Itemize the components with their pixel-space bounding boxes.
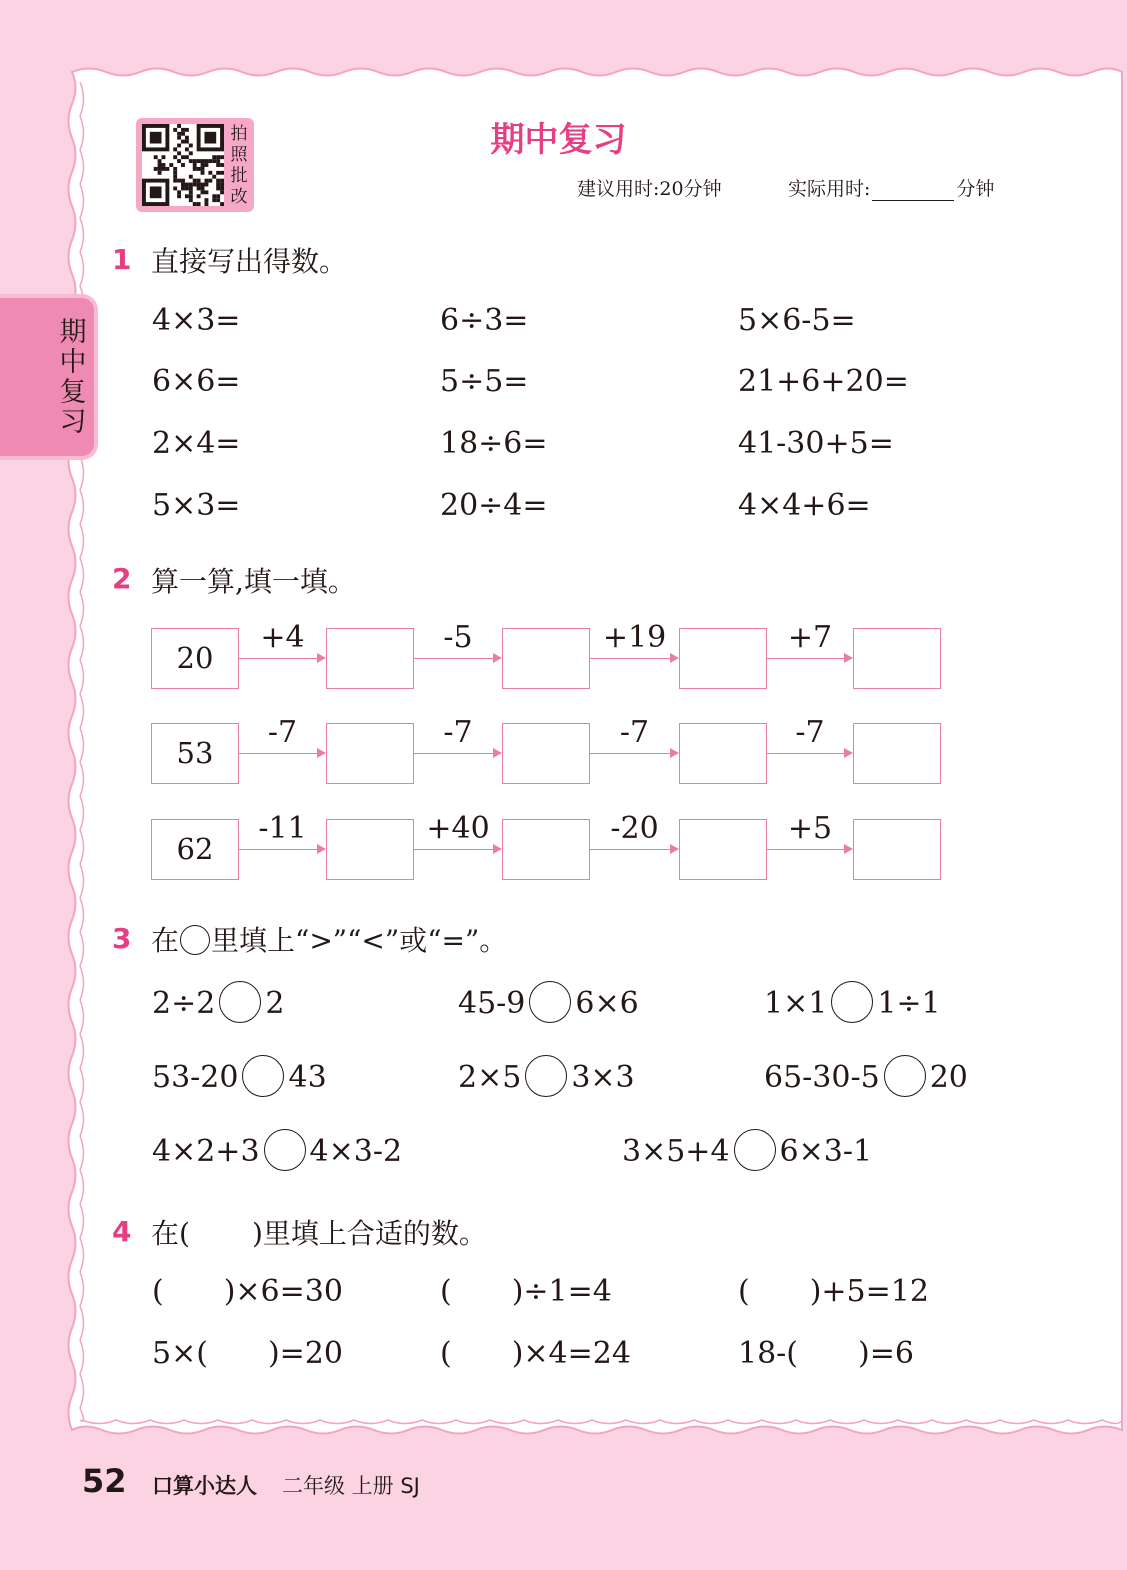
comparison-left: 2÷2 xyxy=(152,986,216,1021)
start-number: 62 xyxy=(176,832,214,866)
answer-box[interactable] xyxy=(853,819,941,880)
answer-box[interactable] xyxy=(853,723,941,784)
comparison-item xyxy=(152,1058,327,1100)
fill-problem xyxy=(440,1336,631,1371)
q1-problem: 4×3= xyxy=(152,303,241,338)
question-1-prompt: 直接写出得数。 xyxy=(151,245,348,278)
question-4-prompt xyxy=(151,1212,487,1252)
fill-problem-end: )×4=24 xyxy=(511,1336,631,1371)
arrow xyxy=(590,658,671,659)
comparison-item xyxy=(458,1058,635,1100)
comparison-circle[interactable] xyxy=(884,1055,926,1097)
comparison-left: 2×5 xyxy=(458,1060,522,1095)
comparison-item xyxy=(622,1132,872,1174)
comparison-left: 1×1 xyxy=(764,986,828,1021)
q1-problem: 18÷6= xyxy=(440,426,548,461)
circle-icon xyxy=(180,925,210,955)
fill-problem xyxy=(152,1336,343,1371)
answer-box[interactable] xyxy=(326,628,414,689)
q1-problem: 2×4= xyxy=(152,426,241,461)
question-2-prompt: 算一算,填一填。 xyxy=(151,565,356,598)
operation-label: +40 xyxy=(426,811,490,846)
comparison-circle[interactable] xyxy=(734,1129,776,1171)
comparison-item xyxy=(764,1058,968,1100)
fill-problem-start: ( xyxy=(738,1274,750,1309)
fill-problem-start: ( xyxy=(440,1274,452,1309)
answer-box[interactable] xyxy=(679,628,767,689)
fill-problem xyxy=(738,1274,929,1309)
question-4-prompt-end: )里填上合适的数。 xyxy=(251,1217,487,1250)
fill-problem-end: )÷1=4 xyxy=(511,1274,612,1309)
comparison-left: 65-30-5 xyxy=(764,1060,880,1095)
answer-box[interactable] xyxy=(679,819,767,880)
comparison-right: 20 xyxy=(929,1060,968,1095)
question-number-3: 3 xyxy=(112,922,132,955)
comparison-right: 43 xyxy=(288,1060,327,1095)
side-tab-label: 期中复习 xyxy=(59,317,87,438)
comparison-left: 45-9 xyxy=(458,986,526,1021)
start-number-box xyxy=(151,628,239,689)
comparison-right: 4×3-2 xyxy=(309,1134,403,1169)
fill-problem-start: 5×( xyxy=(152,1336,208,1371)
q1-problem: 4×4+6= xyxy=(738,488,871,523)
comparison-right: 1÷1 xyxy=(877,986,941,1021)
q1-problem: 41-30+5= xyxy=(738,426,894,461)
book-title: 口算小达人 xyxy=(152,1474,257,1498)
question-number-2: 2 xyxy=(112,562,132,595)
operation-label: -11 xyxy=(258,811,307,846)
grade-info: 二年级 上册 SJ xyxy=(282,1474,420,1498)
answer-box[interactable] xyxy=(502,819,590,880)
comparison-item xyxy=(152,984,284,1026)
operation-label: -7 xyxy=(267,715,298,750)
fill-problem-start: ( xyxy=(440,1336,452,1371)
comparison-circle[interactable] xyxy=(525,1055,567,1097)
answer-box[interactable] xyxy=(326,723,414,784)
actual-time-unit: 分钟 xyxy=(956,178,995,200)
answer-box[interactable] xyxy=(502,723,590,784)
comparison-circle[interactable] xyxy=(264,1129,306,1171)
comparison-left: 3×5+4 xyxy=(622,1134,730,1169)
operation-label: -7 xyxy=(443,715,473,750)
arrow xyxy=(590,849,671,850)
comparison-circle[interactable] xyxy=(219,981,261,1023)
comparison-right: 6×6 xyxy=(575,986,639,1021)
arrow xyxy=(590,753,671,754)
operation-label: -7 xyxy=(795,715,825,750)
comparison-right: 3×3 xyxy=(571,1060,635,1095)
answer-box[interactable] xyxy=(326,819,414,880)
comparison-item xyxy=(764,984,941,1026)
q1-problem: 6×6= xyxy=(152,364,241,399)
question-number-1: 1 xyxy=(112,243,132,276)
q1-problem: 5×6-5= xyxy=(738,303,856,338)
comparison-left: 4×2+3 xyxy=(152,1134,260,1169)
arrow xyxy=(414,849,494,850)
arrow xyxy=(239,658,318,659)
page-number: 52 xyxy=(82,1462,127,1500)
fill-problem-end: )×6=30 xyxy=(223,1274,343,1309)
comparison-circle[interactable] xyxy=(242,1055,284,1097)
fill-problem-end: )=20 xyxy=(267,1336,343,1371)
operation-label: +7 xyxy=(787,620,833,655)
actual-time-blank[interactable] xyxy=(872,180,954,201)
fill-problem xyxy=(152,1274,343,1309)
q1-problem: 21+6+20= xyxy=(738,364,909,399)
question-4-prompt-start: 在( xyxy=(151,1217,190,1250)
actual-time xyxy=(788,174,994,201)
question-number-4: 4 xyxy=(112,1215,132,1248)
q1-problem: 20÷4= xyxy=(440,488,548,523)
operation-label: -20 xyxy=(610,811,659,846)
actual-time-label: 实际用时: xyxy=(788,178,871,200)
answer-box[interactable] xyxy=(853,628,941,689)
page-title: 期中复习 xyxy=(490,120,627,160)
start-number-box xyxy=(151,819,239,880)
comparison-left: 53-20 xyxy=(152,1060,239,1095)
question-3-prompt-end: 里填上“>”“<”或“=”。 xyxy=(211,924,508,957)
answer-box[interactable] xyxy=(679,723,767,784)
fill-problem xyxy=(440,1274,612,1309)
arrow xyxy=(414,753,494,754)
operation-label: +19 xyxy=(602,620,667,655)
q1-problem: 6÷3= xyxy=(440,303,529,338)
arrow xyxy=(767,658,845,659)
fill-problem-start: 18-( xyxy=(738,1336,799,1371)
operation-label: -5 xyxy=(443,620,473,655)
comparison-circle[interactable] xyxy=(529,981,571,1023)
answer-box[interactable] xyxy=(502,628,590,689)
suggested-time: 建议用时:20分钟 xyxy=(577,178,722,200)
operation-label: -7 xyxy=(619,715,650,750)
fill-problem-end: )=6 xyxy=(858,1336,914,1371)
comparison-right: 2 xyxy=(265,986,285,1021)
arrow xyxy=(239,849,318,850)
question-3-prompt-start: 在 xyxy=(151,924,180,957)
comparison-item xyxy=(152,1132,402,1174)
fill-problem xyxy=(738,1336,914,1371)
side-tab xyxy=(0,298,94,456)
start-number: 20 xyxy=(176,641,214,675)
fill-problem-start: ( xyxy=(152,1274,164,1309)
q1-problem: 5×3= xyxy=(152,488,241,523)
start-number: 53 xyxy=(176,736,214,770)
arrow xyxy=(239,753,318,754)
arrow xyxy=(414,658,494,659)
qr-label: 拍照批改 xyxy=(230,124,248,207)
comparison-circle[interactable] xyxy=(831,981,873,1023)
arrow xyxy=(767,753,845,754)
comparison-item xyxy=(458,984,639,1026)
fill-problem-end: )+5=12 xyxy=(809,1274,929,1309)
question-3-prompt xyxy=(151,919,507,959)
operation-label: +4 xyxy=(260,620,305,655)
q1-problem: 5÷5= xyxy=(440,364,529,399)
operation-label: +5 xyxy=(787,811,833,846)
arrow xyxy=(767,849,845,850)
start-number-box xyxy=(151,723,239,784)
comparison-right: 6×3-1 xyxy=(779,1134,873,1169)
